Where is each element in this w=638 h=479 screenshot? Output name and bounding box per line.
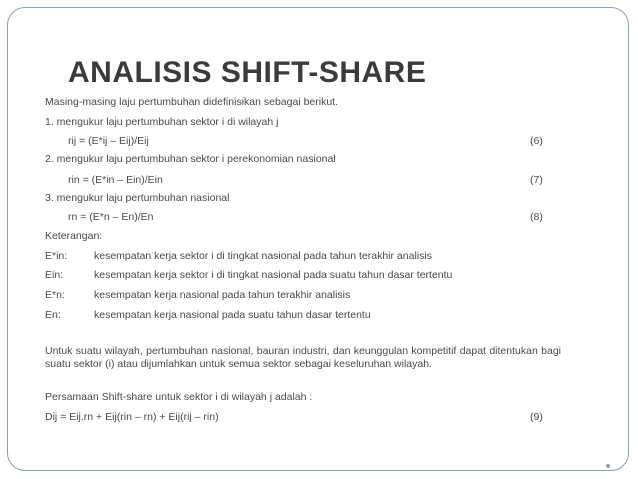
item-2-label: 2. mengukur laju pertumbuhan sektor i perekonomian nasional xyxy=(45,153,336,165)
keterangan-symbol: Ein: xyxy=(45,269,64,281)
item-2-number: (7) xyxy=(530,174,543,186)
keterangan-label: Keterangan: xyxy=(45,230,103,242)
keterangan-symbol: En: xyxy=(45,309,61,321)
keterangan-symbol: E*n: xyxy=(45,289,65,301)
item-3-number: (8) xyxy=(530,211,543,223)
item-1-number: (6) xyxy=(530,135,543,147)
final-formula: Dij = Eij.rn + Eij(rin – rn) + Eij(rij – rin) xyxy=(45,411,219,423)
keterangan-desc: kesempatan kerja nasional pada suatu tahun dasar tertentu xyxy=(94,309,371,321)
keterangan-desc: kesempatan kerja nasional pada tahun terakhir analisis xyxy=(94,289,351,301)
persamaan-text: Persamaan Shift-share untuk sektor i di wilayah j adalah : xyxy=(45,391,313,403)
item-3-label: 3. mengukur laju pertumbuhan nasional xyxy=(45,192,230,204)
keterangan-symbol: E*in: xyxy=(45,250,68,262)
slide-title: ANALISIS SHIFT-SHARE xyxy=(68,56,427,89)
item-1-formula: rij = (E*ij – Eij)/Eij xyxy=(68,135,149,147)
final-formula-number: (9) xyxy=(530,411,543,423)
item-3-formula: rn = (E*n – En)/En xyxy=(68,211,154,223)
intro-text: Masing-masing laju pertumbuhan didefinisikan sebagai berikut. xyxy=(45,96,339,108)
keterangan-desc: kesempatan kerja sektor i di tingkat nasional pada suatu tahun dasar tertentu xyxy=(94,269,453,281)
item-2-formula: rin = (E*in – Ein)/Ein xyxy=(68,174,163,186)
keterangan-desc: kesempatan kerja sektor i di tingkat nasional pada tahun terakhir analisis xyxy=(94,250,432,262)
slide-corner-dot xyxy=(606,464,610,468)
summary-paragraph: Untuk suatu wilayah, pertumbuhan nasional, bauran industri, dan keunggulan kompetitif dapat ditentukan bagi suatu sektor (i) atau dijumlahkan untuk semua sektor sebagai keseluruhan wilayah. xyxy=(45,345,561,370)
item-1-label: 1. mengukur laju pertumbuhan sektor i di wilayah j xyxy=(45,116,279,128)
